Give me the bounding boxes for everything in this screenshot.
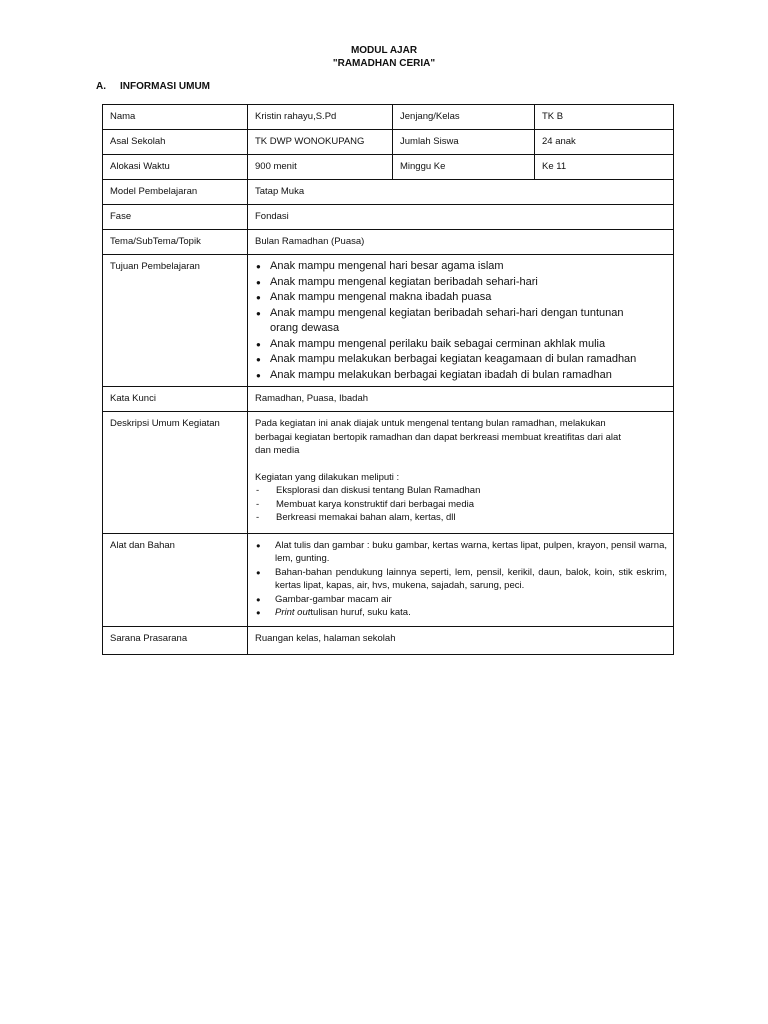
cell-value bbox=[248, 412, 674, 534]
table-row bbox=[103, 387, 674, 412]
list-item bbox=[275, 606, 667, 620]
cell-value: TK B bbox=[535, 105, 674, 130]
deskripsi-list bbox=[255, 484, 667, 525]
cell-label: Model Pembelajaran bbox=[103, 180, 248, 205]
list-item: ● Gambar-gambar macam air bbox=[275, 593, 667, 607]
cell-label: Jenjang/Kelas bbox=[393, 105, 535, 130]
table-row bbox=[103, 155, 674, 180]
document-title-line2: "RAMADHAN CERIA" bbox=[332, 58, 436, 69]
section-letter: A. bbox=[96, 81, 106, 92]
cell-label: Sarana Prasarana bbox=[103, 626, 248, 654]
list-item: - Membuat karya konstruktif dari berbagai media bbox=[276, 498, 667, 512]
section-heading bbox=[96, 81, 210, 92]
deskripsi-intro: Kegiatan yang dilakukan meliputi : bbox=[255, 471, 400, 483]
cell-label: Fase bbox=[103, 205, 248, 230]
document-title-line1: MODUL AJAR bbox=[350, 45, 418, 56]
cell-value bbox=[248, 533, 674, 626]
alat-list bbox=[255, 539, 667, 620]
section-title: INFORMASI UMUM bbox=[120, 81, 210, 92]
cell-value: Ramadhan, Puasa, Ibadah bbox=[248, 387, 674, 412]
print-out-text: Print out bbox=[275, 607, 311, 618]
cell-label: Kata Kunci bbox=[103, 387, 248, 412]
table-row bbox=[103, 130, 674, 155]
cell-label: Minggu Ke bbox=[393, 155, 535, 180]
cell-label: Asal Sekolah bbox=[103, 130, 248, 155]
cell-label: Tujuan Pembelajaran bbox=[103, 255, 248, 387]
table-row bbox=[103, 230, 674, 255]
print-out-rest: tulisan huruf, suku kata. bbox=[310, 607, 411, 618]
cell-value: TK DWP WONOKUPANG bbox=[248, 130, 393, 155]
list-item: - Berkreasi memakai bahan alam, kertas, dll bbox=[276, 511, 667, 525]
tujuan-list bbox=[255, 259, 667, 383]
cell-label: Deskripsi Umum Kegiatan bbox=[103, 412, 248, 534]
document-title bbox=[0, 44, 768, 70]
list-item: - Eksplorasi dan diskusi tentang Bulan Ramadhan bbox=[276, 484, 667, 498]
list-item: ● Anak mampu mengenal kegiatan beribadah sehari-hari bbox=[270, 275, 667, 291]
table-row bbox=[103, 180, 674, 205]
cell-value: Ruangan kelas, halaman sekolah bbox=[248, 626, 674, 654]
cell-label: Nama bbox=[103, 105, 248, 130]
list-item: ● Anak mampu mengenal kegiatan beribadah sehari-hari dengan tuntunan orang dewasa bbox=[270, 306, 667, 337]
list-item: ● Anak mampu melakukan berbagai kegiatan ibadah di bulan ramadhan bbox=[270, 368, 667, 384]
table-row bbox=[103, 626, 674, 654]
list-item: ● Anak mampu melakukan berbagai kegiatan keagamaan di bulan ramadhan bbox=[270, 352, 667, 368]
list-item: ● Anak mampu mengenal perilaku baik sebagai cerminan akhlak mulia bbox=[270, 337, 667, 353]
cell-value: Bulan Ramadhan (Puasa) bbox=[248, 230, 674, 255]
cell-value: 900 menit bbox=[248, 155, 393, 180]
cell-value: Tatap Muka bbox=[248, 180, 674, 205]
table-row bbox=[103, 412, 674, 534]
cell-label: Tema/SubTema/Topik bbox=[103, 230, 248, 255]
list-item: ● Anak mampu mengenal hari besar agama islam bbox=[270, 259, 667, 275]
table-row bbox=[103, 105, 674, 130]
list-item: ● Alat tulis dan gambar : buku gambar, kertas warna, kertas lipat, pulpen, krayon, pensil warna, lem, gunting. bbox=[275, 539, 667, 566]
table-row bbox=[103, 205, 674, 230]
cell-value: Ke 11 bbox=[535, 155, 674, 180]
info-table bbox=[102, 104, 674, 655]
list-item: ● Anak mampu mengenal makna ibadah puasa bbox=[270, 290, 667, 306]
list-item: ● Bahan-bahan pendukung lainnya seperti, lem, pensil, kerikil, daun, balok, koin, stik eskrim, kertas lipat, kapas, air, hvs, mukena, sajadah, sarung, peci. bbox=[275, 566, 667, 593]
table-row bbox=[103, 255, 674, 387]
cell-value: Kristin rahayu,S.Pd bbox=[248, 105, 393, 130]
table-row bbox=[103, 533, 674, 626]
cell-value: 24 anak bbox=[535, 130, 674, 155]
cell-label: Jumlah Siswa bbox=[393, 130, 535, 155]
cell-value bbox=[248, 255, 674, 387]
cell-label: Alokasi Waktu bbox=[103, 155, 248, 180]
cell-label: Alat dan Bahan bbox=[103, 533, 248, 626]
cell-value: Fondasi bbox=[248, 205, 674, 230]
deskripsi-paragraph: Pada kegiatan ini anak diajak untuk mengenal tentang bulan ramadhan, melakukan berbagai kegiatan bertopik ramadhan dan dapat berkreasi membuat kreatifitas dari alat dan media bbox=[255, 418, 621, 456]
